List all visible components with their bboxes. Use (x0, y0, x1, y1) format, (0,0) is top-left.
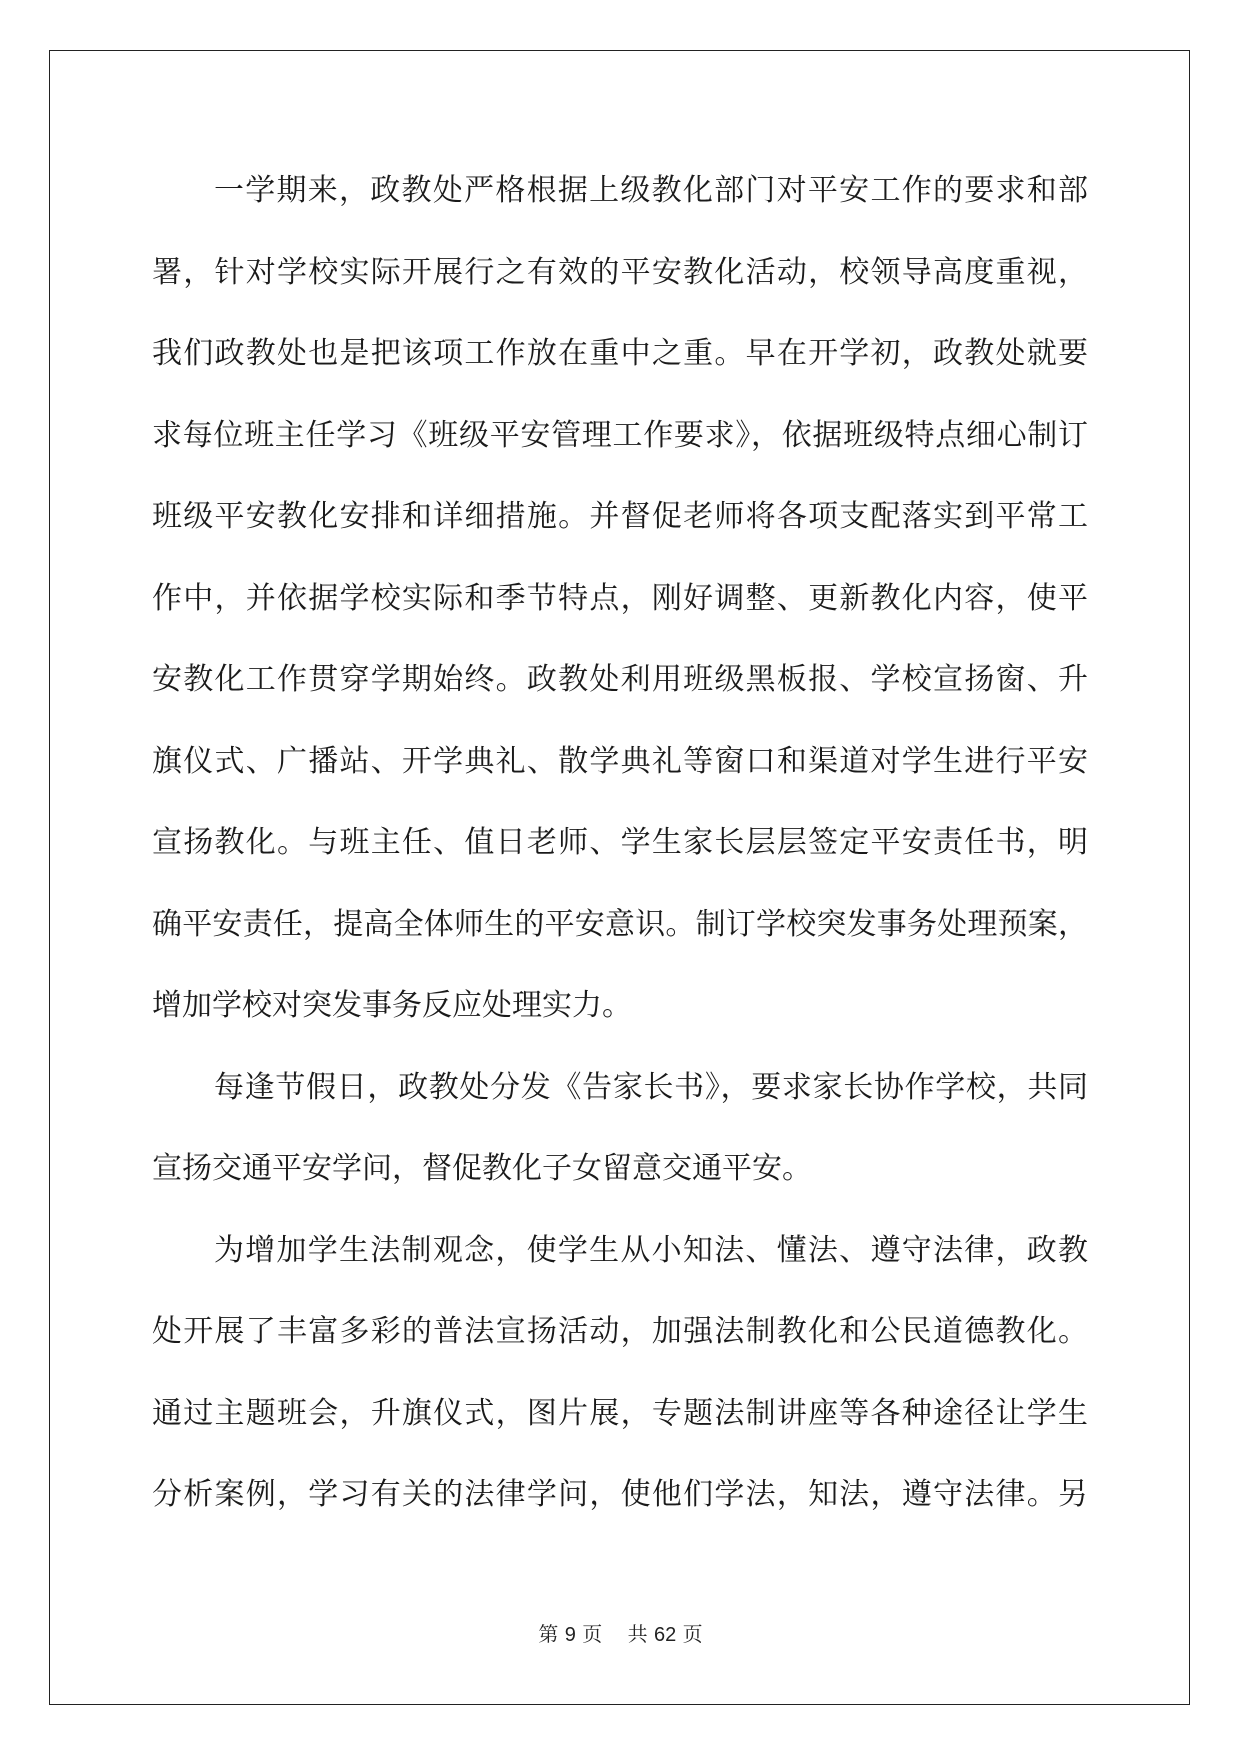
text-line: 署，针对学校实际开展行之有效的平安教化活动，校领导高度重视， (152, 254, 1088, 290)
text-line: 我们政教处也是把该项工作放在重中之重。早在开学初，政教处就要 (152, 336, 1088, 371)
text-line: 处开展了丰富多彩的普法宣扬活动，加强法制教化和公民道德教化。 (152, 1314, 1088, 1349)
text-line: 确平安责任，提高全体师生的平安意识。制订学校突发事务处理预案， (152, 906, 1088, 942)
total-pages-number: 62 (654, 1624, 677, 1646)
text-line: 宣扬教化。与班主任、值日老师、学生家长层层签定平安责任书，明 (152, 825, 1088, 860)
text-line: 每逢节假日，政教处分发《告家长书》，要求家长协作学校，共同 (214, 1069, 1088, 1105)
text-line: 分析案例，学习有关的法律学问，使他们学法，知法，遵守法律。另 (152, 1477, 1088, 1512)
text-line: 通过主题班会，升旗仪式，图片展，专题法制讲座等各种途径让学生 (152, 1395, 1088, 1431)
text-line: 安教化工作贯穿学期始终。政教处利用班级黑板报、学校宣扬窗、升 (152, 662, 1088, 697)
footer-total-suffix: 页 (682, 1622, 703, 1646)
text-line: 宣扬交通平安学问，督促教化子女留意交通平安。 (152, 1151, 812, 1186)
footer-total-prefix: 共 (627, 1622, 648, 1646)
text-line: 旗仪式、广播站、开学典礼、散学典礼等窗口和渠道对学生进行平安 (152, 743, 1088, 779)
document-body (152, 150, 1088, 1536)
text-line: 班级平安教化安排和详细措施。并督促老师将各项支配落实到平常工 (152, 499, 1088, 534)
text-line: 一学期来，政教处严格根据上级教化部门对平安工作的要求和部 (214, 173, 1088, 208)
current-page-number: 9 (564, 1624, 576, 1646)
text-line: 作中，并依据学校实际和季节特点，刚好调整、更新教化内容，使平 (152, 580, 1088, 616)
footer-prefix: 第 (538, 1622, 559, 1646)
footer-page-word: 页 (582, 1622, 603, 1646)
page-footer (0, 1620, 1241, 1649)
text-line: 增加学校对突发事务反应处理实力。 (152, 988, 632, 1023)
text-line: 为增加学生法制观念，使学生从小知法、懂法、遵守法律，政教 (214, 1232, 1088, 1268)
text-line: 求每位班主任学习《班级平安管理工作要求》，依据班级特点细心制订 (152, 417, 1088, 453)
